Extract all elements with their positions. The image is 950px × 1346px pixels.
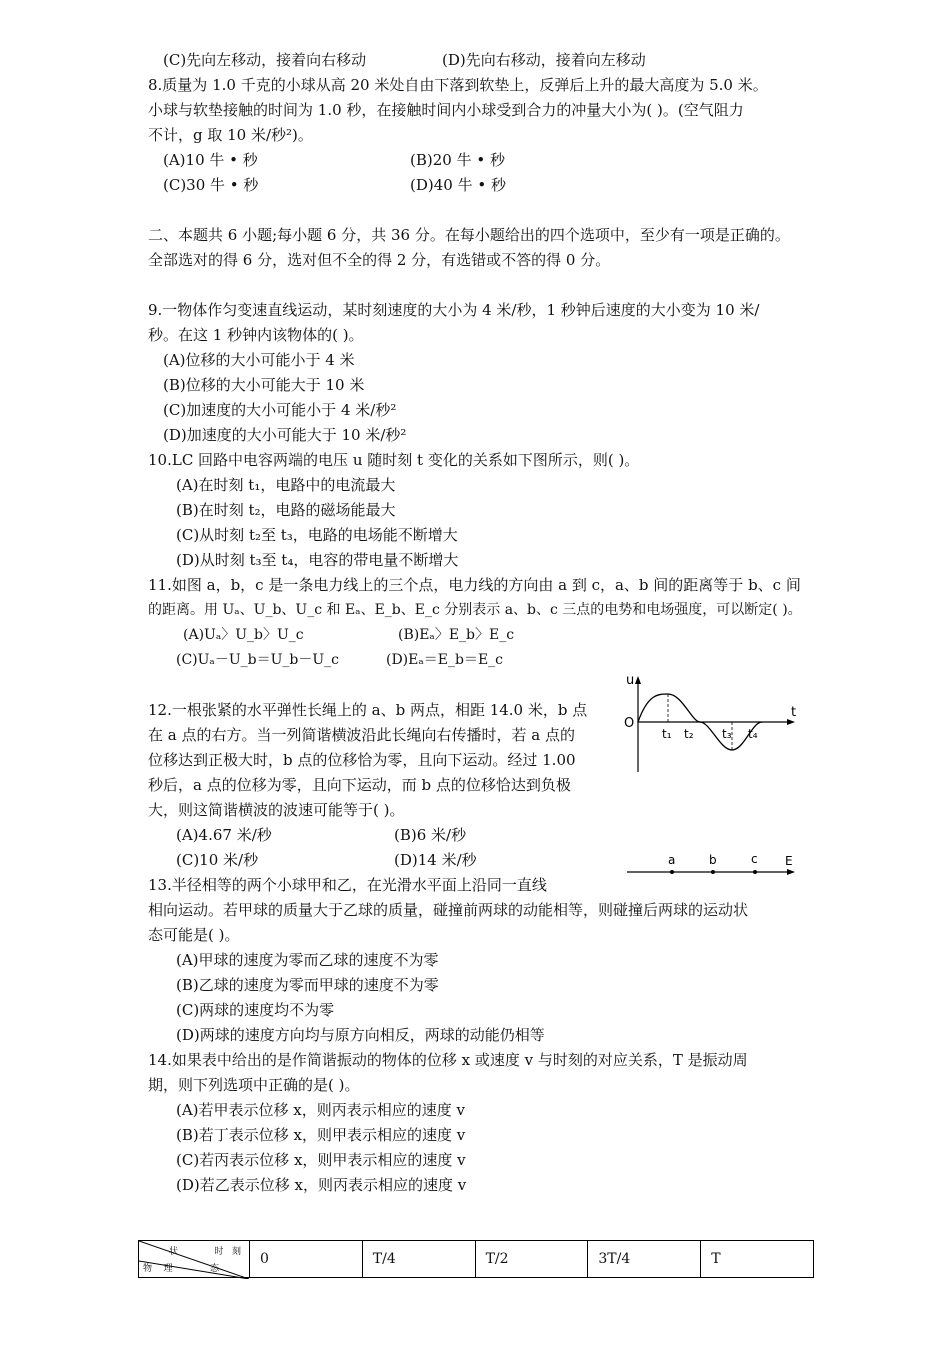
- q14-option-d: (D)若乙表示位移 x，则丙表示相应的速度 v: [176, 1176, 467, 1194]
- diag-time-chars: 时 刻: [214, 1247, 241, 1257]
- q7-option-d: (D)先向右移动，接着向左移动: [442, 51, 646, 69]
- q10-option-d: (D)从时刻 t₃至 t₄，电容的带电量不断增大: [176, 551, 459, 569]
- point-b: [711, 870, 715, 874]
- q12-stem-line1: 12.一根张紧的水平弹性长绳上的 a、b 两点，相距 14.0 米，b 点: [148, 701, 588, 719]
- point-a: [670, 870, 674, 874]
- q8-option-a: (A)10 牛 • 秒: [163, 151, 258, 169]
- q11-option-d: (D)Eₐ＝E_b＝E_c: [386, 652, 504, 668]
- q13-option-a: (A)甲球的速度为零而乙球的速度不为零: [176, 951, 439, 969]
- col-header-0: 0: [250, 1241, 363, 1278]
- t-axis-label: t: [791, 705, 797, 720]
- q9-option-c: (C)加速度的大小可能小于 4 米/秒²: [163, 401, 397, 419]
- q12-stem-line3: 位移达到正极大时，b 点的位移恰为零，且向下运动。经过 1.00: [148, 751, 576, 769]
- point-c: [753, 870, 757, 874]
- q13-option-b: (B)乙球的速度为零而甲球的速度不为零: [176, 976, 439, 994]
- origin-label: O: [624, 716, 635, 731]
- q13-option-c: (C)两球的速度均不为零: [176, 1001, 335, 1019]
- t1-label: t₁: [662, 727, 672, 741]
- q12-option-c: (C)10 米/秒: [176, 851, 259, 869]
- t2-label: t₂: [684, 727, 694, 741]
- diag-state2-char: 态: [209, 1264, 219, 1274]
- q13-stem-line3: 态可能是( )。: [148, 926, 240, 944]
- oscillation-table: [138, 1240, 814, 1278]
- q12-stem-line2: 在 a 点的右方。当一列简谐横波沿此长绳向右传播时，若 a 点的: [148, 726, 575, 744]
- diag-state-char: 状: [169, 1247, 179, 1257]
- q11-option-a: (A)Uₐ〉U_b〉U_c: [183, 627, 304, 643]
- q10-option-b: (B)在时刻 t₂，电路的磁场能最大: [176, 501, 396, 519]
- t4-label: t₄: [748, 727, 758, 741]
- point-c-label: c: [751, 852, 758, 866]
- q14-stem-line1: 14.如果表中给出的是作简谐振动的物体的位移 x 或速度 v 与时刻的对应关系，T 是振动周: [148, 1051, 748, 1069]
- col-header-three-quarter: 3T/4: [588, 1241, 701, 1278]
- q12-option-d: (D)14 米/秒: [394, 851, 477, 869]
- u-axis-arrow: [635, 676, 641, 684]
- q13-option-d: (D)两球的速度方向均与原方向相反，两球的动能仍相等: [176, 1026, 545, 1044]
- q12-stem-line4: 秒后，a 点的位移为零，且向下运动，而 b 点的位移恰达到负极: [148, 776, 571, 794]
- q8-option-d: (D)40 牛 • 秒: [410, 176, 506, 194]
- q9-stem-line1: 9.一物体作匀变速直线运动，某时刻速度的大小为 4 米/秒，1 秒钟后速度的大小变为 10 米/: [148, 301, 760, 319]
- q12-stem-line5: 大，则这简谐横波的波速可能等于( )。: [148, 801, 405, 819]
- col-header-half: T/2: [475, 1241, 588, 1278]
- electric-field-line: [625, 848, 800, 880]
- q9-option-b: (B)位移的大小可能大于 10 米: [163, 376, 365, 394]
- q8-option-b: (B)20 牛 • 秒: [410, 151, 505, 169]
- q9-option-d: (D)加速度的大小可能大于 10 米/秒²: [163, 426, 407, 444]
- t3-label: t₃: [722, 727, 732, 741]
- q12-option-b: (B)6 米/秒: [394, 826, 467, 844]
- q8-stem-line2: 小球与软垫接触的时间为 1.0 秒，在接触时间内小球受到合力的冲量大小为( )。(空气阻力: [148, 101, 744, 119]
- q12-option-a: (A)4.67 米/秒: [176, 826, 272, 844]
- q11-stem-line1: 11.如图 a，b，c 是一条电力线上的三个点，电力线的方向由 a 到 c，a、b 间的距离等于 b、c 间: [148, 576, 801, 594]
- col-header-quarter: T/4: [362, 1241, 475, 1278]
- q14-option-c: (C)若丙表示位移 x，则甲表示相应的速度 v: [176, 1151, 466, 1169]
- q13-stem-line2: 相向运动。若甲球的质量大于乙球的质量，碰撞前两球的动能相等，则碰撞后两球的运动状: [148, 901, 749, 919]
- lc-voltage-graph: [620, 672, 800, 782]
- q10-option-a: (A)在时刻 t₁，电路中的电流最大: [176, 476, 396, 494]
- q11-option-c: (C)Uₐ－U_b＝U_b－U_c: [176, 652, 339, 668]
- q10-option-c: (C)从时刻 t₂至 t₃，电路的电场能不断增大: [176, 526, 458, 544]
- q9-stem-line2: 秒。在这 1 秒钟内该物体的( )。: [148, 326, 364, 344]
- point-a-label: a: [668, 853, 676, 867]
- q9-option-a: (A)位移的大小可能小于 4 米: [163, 351, 355, 369]
- q7-option-c: (C)先向左移动，接着向右移动: [163, 51, 367, 69]
- field-e-label: E: [785, 854, 793, 868]
- q8-option-c: (C)30 牛 • 秒: [163, 176, 259, 194]
- q8-stem-line3: 不计，g 取 10 米/秒²)。: [148, 126, 313, 144]
- u-axis-label: u: [626, 673, 635, 688]
- section2-instructions-line1: 二、本题共 6 小题;每小题 6 分，共 36 分。在每小题给出的四个选项中，至少有一项是正确的。: [148, 226, 790, 244]
- field-line-arrow: [787, 869, 795, 875]
- q11-stem-line2: 的距离。用 Uₐ、U_b、U_c 和 Eₐ、E_b、E_c 分别表示 a、b、c 三点的电势和电场强度，可以断定( )。: [148, 602, 802, 618]
- table-header-row: [139, 1241, 814, 1278]
- q13-stem-line1: 13.半径相等的两个小球甲和乙，在光滑水平面上沿同一直线: [148, 876, 547, 894]
- diag-physics-chars: 物 理: [143, 1264, 173, 1274]
- q11-option-b: (B)Eₐ〉E_b〉E_c: [398, 627, 515, 643]
- col-header-period: T: [701, 1241, 814, 1278]
- q14-option-b: (B)若丁表示位移 x，则甲表示相应的速度 v: [176, 1126, 466, 1144]
- q14-stem-line2: 期，则下列选项中正确的是( )。: [148, 1076, 360, 1094]
- q14-option-a: (A)若甲表示位移 x，则丙表示相应的速度 v: [176, 1101, 466, 1119]
- q10-stem: 10.LC 回路中电容两端的电压 u 随时刻 t 变化的关系如下图所示，则( )。: [148, 451, 640, 469]
- table-diagonal-header: [139, 1241, 250, 1278]
- q8-stem-line1: 8.质量为 1.0 千克的小球从高 20 米处自由下落到软垫上，反弹后上升的最大高度为 5.0 米。: [148, 76, 768, 94]
- section2-instructions-line2: 全部选对的得 6 分，选对但不全的得 2 分，有选错或不答的得 0 分。: [148, 251, 611, 269]
- point-b-label: b: [709, 853, 717, 867]
